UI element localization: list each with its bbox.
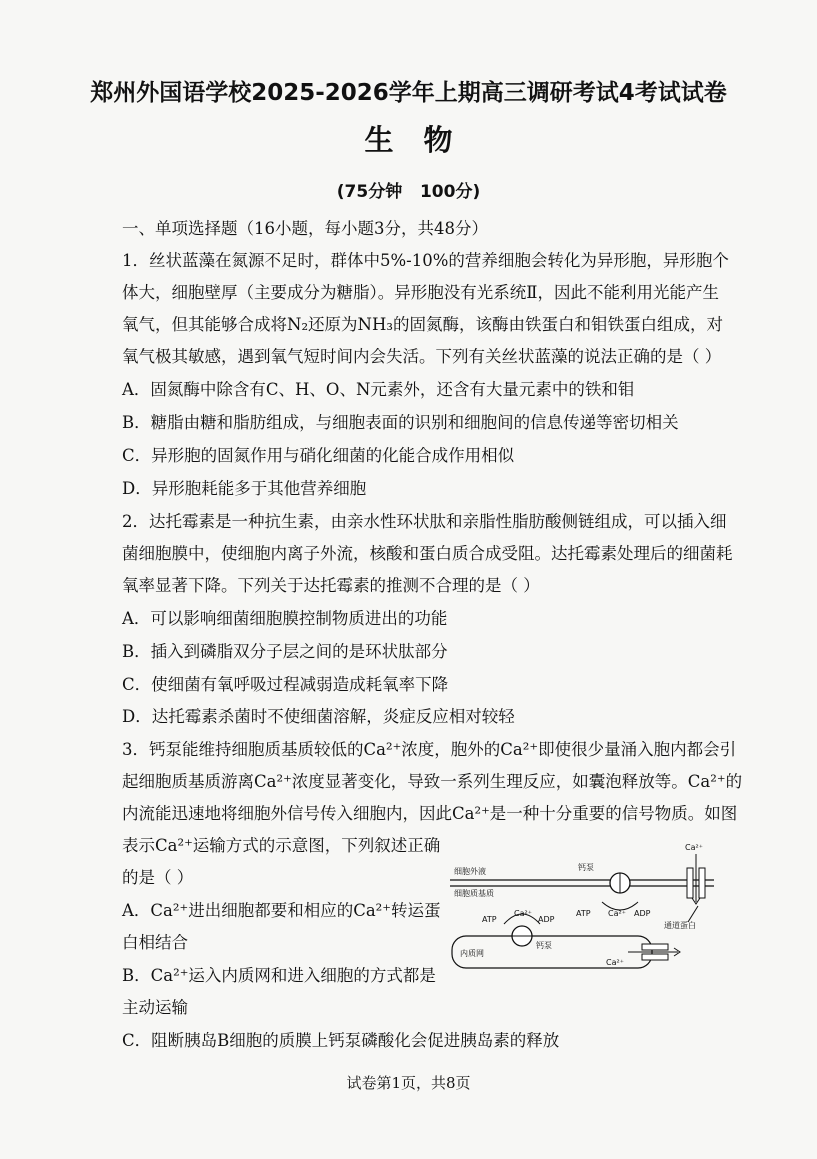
er-ca-label: Ca²⁺	[514, 909, 532, 918]
q2-option-a: A．可以影响细菌细胞膜控制物质进出的功能	[122, 609, 448, 628]
er-adp-label: ADP	[538, 915, 555, 924]
q3-option-b-line-2: 主动运输	[122, 998, 188, 1017]
exam-duration: (75分钟 100分)	[336, 182, 481, 202]
q3-option-b-line-1: B．Ca²⁺运入内质网和进入细胞的方式都是	[122, 966, 436, 985]
q1-option-a: A．固氮酶中除含有C、H、O、N元素外，还含有大量元素中的铁和钼	[122, 380, 635, 399]
q2-option-b: B．插入到磷脂双分子层之间的是环状肽部分	[122, 642, 448, 661]
q1-option-b: B．糖脂由糖和脂肪组成，与细胞表面的识别和细胞间的信息传递等密切相关	[122, 413, 679, 432]
page-footer: 试卷第1页，共8页	[346, 1074, 471, 1092]
q3-line-3: 内流能迅速地将细胞外信号传入细胞内，因此Ca²⁺是一种十分重要的信号物质。如图	[122, 804, 738, 823]
q3-line-1: 3．钙泵能维持细胞质基质较低的Ca²⁺浓度，胞外的Ca²⁺即使很少量涌入胞内都会引	[122, 740, 737, 759]
subject-title: 生物	[364, 123, 483, 157]
q1-line-1: 1．丝状蓝藻在氮源不足时，群体中5%-10%的营养细胞会转化为异形胞，异形胞个	[122, 251, 729, 270]
q1-line-4: 氧气极其敏感，遇到氧气短时间内会失活。下列有关丝状蓝藻的说法正确的是（ ）	[122, 347, 722, 366]
exam-title: 郑州外国语学校2025-2026学年上期高三调研考试4考试试卷	[90, 80, 727, 106]
channel-right-bar	[699, 868, 705, 898]
q1-line-2: 体大，细胞壁厚（主要成分为糖脂）。异形胞没有光系统Ⅱ，因此不能利用光能产生	[122, 283, 719, 302]
er-channel-top	[642, 944, 668, 950]
membrane-adp-label: ADP	[634, 909, 651, 918]
q3-line-2: 起细胞质基质游离Ca²⁺浓度显著变化，导致一系列生理反应，如囊泡释放等。Ca²⁺的	[122, 772, 743, 791]
section-heading: 一、单项选择题（16小题，每小题3分，共48分）	[122, 219, 488, 238]
channel-left-bar	[687, 868, 693, 898]
er-atp-label: ATP	[482, 915, 497, 924]
membrane-atp-label: ATP	[576, 909, 591, 918]
cytosol-label: 细胞质基质	[454, 889, 494, 898]
q2-option-d: D．达托霉素杀菌时不使细菌溶解，炎症反应相对较轻	[122, 707, 515, 726]
er-channel-bottom	[642, 954, 668, 960]
outside-label: 细胞外液	[454, 867, 486, 876]
q1-line-3: 氧气，但其能够合成将N₂还原为NH₃的固氮酶，该酶由铁蛋白和钼铁蛋白组成，对	[122, 315, 723, 334]
channel-label: 通道蛋白	[664, 921, 696, 930]
q2-line-1: 2．达托霉素是一种抗生素，由亲水性环状肽和亲脂性脂肪酸侧链组成，可以插入细	[122, 512, 727, 531]
q3-line-4: 表示Ca²⁺运输方式的示意图，下列叙述正确	[122, 836, 441, 855]
q3-option-c: C．阻断胰岛B细胞的质膜上钙泵磷酸化会促进胰岛素的释放	[122, 1031, 560, 1050]
er-pump-label: 钙泵	[536, 941, 552, 950]
q2-option-c: C．使细菌有氧呼吸过程减弱造成耗氧率下降	[122, 675, 449, 694]
q3-line-5: 的是（ ）	[122, 868, 194, 887]
er-label: 内质网	[460, 949, 484, 958]
membrane-ca-label: Ca²⁺	[608, 909, 626, 918]
q1-option-d: D．异形胞耗能多于其他营养细胞	[122, 479, 367, 498]
q2-line-3: 氧率显著下降。下列关于达托霉素的推测不合理的是（ ）	[122, 576, 540, 595]
channel-ca-label: Ca²⁺	[685, 843, 703, 852]
q3-option-a-line-1: A．Ca²⁺进出细胞都要和相应的Ca²⁺转运蛋	[122, 901, 441, 920]
membrane-pump-label: 钙泵	[578, 863, 594, 872]
er-channel-ca-label: Ca²⁺	[606, 958, 624, 967]
channel-label-line	[688, 906, 698, 922]
q1-option-c: C．异形胞的固氮作用与硝化细菌的化能合成作用相似	[122, 446, 515, 465]
q3-option-a-line-2: 白相结合	[122, 933, 188, 952]
q2-line-2: 菌细胞膜中，使细胞内离子外流，核酸和蛋白质合成受阻。达托霉素处理后的细菌耗	[122, 544, 733, 563]
calcium-transport-diagram	[442, 840, 722, 992]
